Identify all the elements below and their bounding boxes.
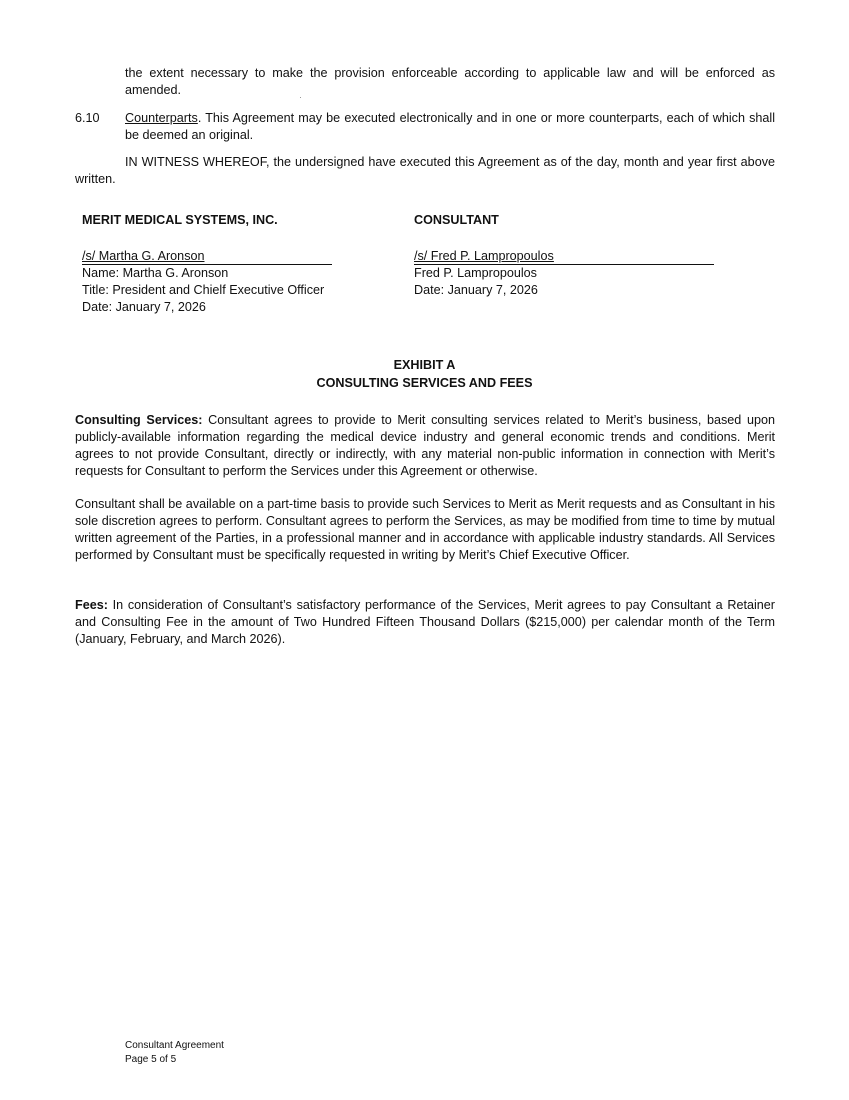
signature-line <box>82 248 332 265</box>
consulting-services-paragraph <box>75 412 775 480</box>
party-name: MERIT MEDICAL SYSTEMS, INC. <box>82 213 278 227</box>
signature-block-consultant <box>414 212 734 299</box>
footer-page-number: Page 5 of 5 <box>125 1054 177 1065</box>
fees-text: In consideration of Consultant’s satisfactory performance of the Services, Merit agrees to pay Consultant a Retainer and Consulting Fee in the amount of Two Hundred Fifteen Thousand Dollars ($215,000) per calendar month of the Term (January, February, and March 2026). <box>75 598 775 646</box>
footer-document-name: Consultant Agreement <box>125 1040 224 1051</box>
section-text: . This Agreement may be executed electronically and in one or more counterparts, each of which shall be deemed an original. <box>125 111 775 142</box>
party-name: CONSULTANT <box>414 213 499 227</box>
signature-text: /s/ Martha G. Aronson <box>82 249 205 263</box>
continuation-paragraph: the extent necessary to make the provision enforceable according to applicable law and will be enforced as amended. <box>125 66 775 97</box>
signature-date: Date: January 7, 2026 <box>82 300 206 314</box>
exhibit-subtitle: CONSULTING SERVICES AND FEES <box>316 376 533 390</box>
section-heading: Counterparts <box>125 111 198 125</box>
signature-line <box>414 248 714 265</box>
signer-name: Fred P. Lampropoulos <box>414 266 537 280</box>
fees-paragraph <box>75 597 775 648</box>
signer-title: Title: President and Chielf Executive Officer <box>82 283 325 297</box>
exhibit-title: EXHIBIT A <box>393 358 456 372</box>
consulting-services-text: Consultant agrees to provide to Merit consulting services related to Merit’s business, based upon publicly-available information regarding the medical device industry and general economic trends and conditions. Merit agrees to not provide Consultant, directly or indirectly, with any material non-public information in connection with Merit’s requests for Consultant to perform the Services under this Agreement or otherwise. <box>75 413 775 478</box>
section-counterparts <box>125 110 775 144</box>
fees-label: Fees: <box>75 598 108 612</box>
signature-date: Date: January 7, 2026 <box>414 283 538 297</box>
witness-paragraph: IN WITNESS WHEREOF, the undersigned have executed this Agreement as of the day, month and year first above written. <box>75 155 775 186</box>
page-footer <box>125 1039 224 1067</box>
consulting-services-label: Consulting Services: <box>75 413 203 427</box>
stray-mark <box>300 97 301 98</box>
availability-paragraph: Consultant shall be available on a part-time basis to provide such Services to Merit as Merit requests and as Consultant in his sole discretion agrees to perform. Consultant agrees to perform the Services, as may be modified from time to time by mutual written agreement of the Parties, in a professional manner and in accordance with applicable industry standards. All Services performed by Consultant must be specifically requested in writing by Merit’s Chief Executive Officer. <box>75 497 775 562</box>
signature-block-merit <box>82 212 382 316</box>
signature-text: /s/ Fred P. Lampropoulos <box>414 249 554 263</box>
signer-name: Name: Martha G. Aronson <box>82 266 229 280</box>
section-number: 6.10 <box>75 111 100 125</box>
